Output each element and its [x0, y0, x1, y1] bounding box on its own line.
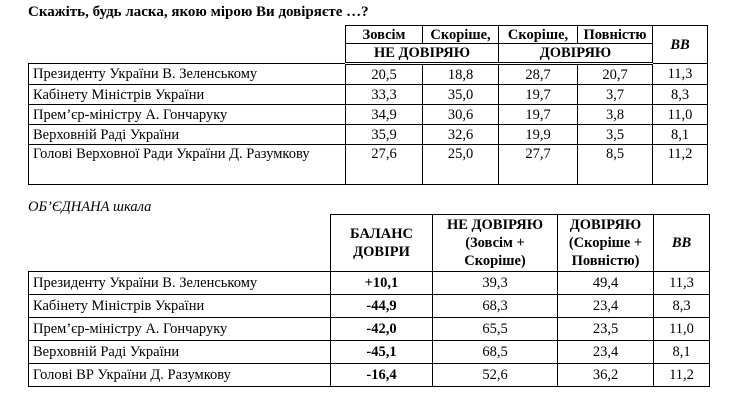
survey-question-title: Скажіть, будь ласка, якою мірою Ви довіряєте …?	[28, 4, 369, 20]
distrust-value: 68,5	[433, 341, 558, 364]
cell-value: 8,5	[578, 145, 653, 185]
cell-value: 18,8	[423, 64, 499, 85]
header-rather-trust: Скоріше,	[499, 26, 578, 44]
cell-value: 8,1	[653, 125, 708, 145]
trust-value: 36,2	[558, 364, 654, 387]
header-line: НЕ ДОВІРЯЮ	[446, 217, 544, 233]
trust-value: 23,5	[558, 318, 654, 341]
cell-value: 3,7	[578, 85, 653, 105]
table-row	[29, 341, 710, 364]
header-line: (Скоріше +	[568, 235, 643, 251]
row-label: Верховній Раді України	[29, 341, 331, 364]
balance-value: -45,1	[331, 341, 433, 364]
cell-value: 35,0	[423, 85, 499, 105]
cell-value: 27,7	[499, 145, 578, 185]
header-group-distrust: НЕ ДОВІРЯЮ	[346, 44, 499, 64]
distrust-value: 52,6	[433, 364, 558, 387]
balance-value: -16,4	[331, 364, 433, 387]
table-row	[29, 125, 708, 145]
row-label: Президенту України В. Зеленському	[29, 272, 331, 295]
header-line: ДОВІРИ	[353, 244, 410, 260]
cell-value: 11,2	[653, 145, 708, 185]
vv-value: 11,2	[654, 364, 710, 387]
distrust-value: 39,3	[433, 272, 558, 295]
row-label: Кабінету Міністрів України	[29, 295, 331, 318]
distrust-value: 65,5	[433, 318, 558, 341]
table-row	[29, 364, 710, 387]
cell-value: 27,6	[346, 145, 423, 185]
trust-value: 23,4	[558, 341, 654, 364]
cell-value: 8,3	[653, 85, 708, 105]
cell-value: 30,6	[423, 105, 499, 125]
balance-value: +10,1	[331, 272, 433, 295]
cell-value: 20,7	[578, 64, 653, 85]
header-hard-to-say: ВВ	[653, 26, 708, 64]
table-row	[29, 145, 708, 185]
table-row	[29, 85, 708, 105]
cell-value: 19,7	[499, 85, 578, 105]
vv-value: 8,1	[654, 341, 710, 364]
header-trust-balance	[331, 215, 433, 272]
cell-value: 11,0	[653, 105, 708, 125]
header-completely-distrust: Зовсім	[346, 26, 423, 44]
cell-value: 20,5	[346, 64, 423, 85]
combined-scale-subtitle: ОБ’ЄДНАНА шкала	[28, 199, 152, 215]
table-row	[29, 318, 710, 341]
header-blank	[29, 26, 346, 64]
row-label: Голові Верховної Ради України Д. Разумкову	[29, 145, 346, 185]
trust-value: 23,4	[558, 295, 654, 318]
row-label: Президенту України В. Зеленському	[29, 64, 346, 85]
cell-value: 35,9	[346, 125, 423, 145]
header-blank	[29, 215, 331, 272]
table-row	[29, 295, 710, 318]
trust-value: 49,4	[558, 272, 654, 295]
header-rather-distrust: Скоріше,	[423, 26, 499, 44]
table-row	[29, 105, 708, 125]
distrust-value: 68,3	[433, 295, 558, 318]
table-row	[29, 64, 708, 85]
row-label: Верховній Раді України	[29, 125, 346, 145]
cell-value: 32,6	[423, 125, 499, 145]
header-line: Скоріше)	[464, 253, 526, 269]
combined-scale-table	[28, 214, 710, 387]
cell-value: 28,7	[499, 64, 578, 85]
cell-value: 11,3	[653, 64, 708, 85]
cell-value: 19,7	[499, 105, 578, 125]
header-group-trust: ДОВІРЯЮ	[499, 44, 653, 64]
row-label: Прем’єр-міністру А. Гончаруку	[29, 105, 346, 125]
row-label: Кабінету Міністрів України	[29, 85, 346, 105]
header-line: Повністю)	[571, 253, 640, 269]
table-row	[29, 272, 710, 295]
cell-value: 34,9	[346, 105, 423, 125]
cell-value: 33,3	[346, 85, 423, 105]
balance-value: -42,0	[331, 318, 433, 341]
header-line: ДОВІРЯЮ	[569, 217, 642, 233]
header-line: БАЛАНС	[350, 226, 413, 242]
header-hard-to-say: ВВ	[654, 215, 710, 272]
cell-value: 25,0	[423, 145, 499, 185]
header-trust-combined	[558, 215, 654, 272]
vv-value: 11,0	[654, 318, 710, 341]
header-distrust-combined	[433, 215, 558, 272]
cell-value: 19,9	[499, 125, 578, 145]
cell-value: 3,5	[578, 125, 653, 145]
row-label: Голові ВР України Д. Разумкову	[29, 364, 331, 387]
balance-value: -44,9	[331, 295, 433, 318]
vv-value: 11,3	[654, 272, 710, 295]
row-label: Прем’єр-міністру А. Гончаруку	[29, 318, 331, 341]
header-line: (Зовсім +	[465, 235, 525, 251]
trust-scale-table	[28, 25, 708, 185]
header-completely-trust: Повністю	[578, 26, 653, 44]
cell-value: 3,8	[578, 105, 653, 125]
vv-value: 8,3	[654, 295, 710, 318]
